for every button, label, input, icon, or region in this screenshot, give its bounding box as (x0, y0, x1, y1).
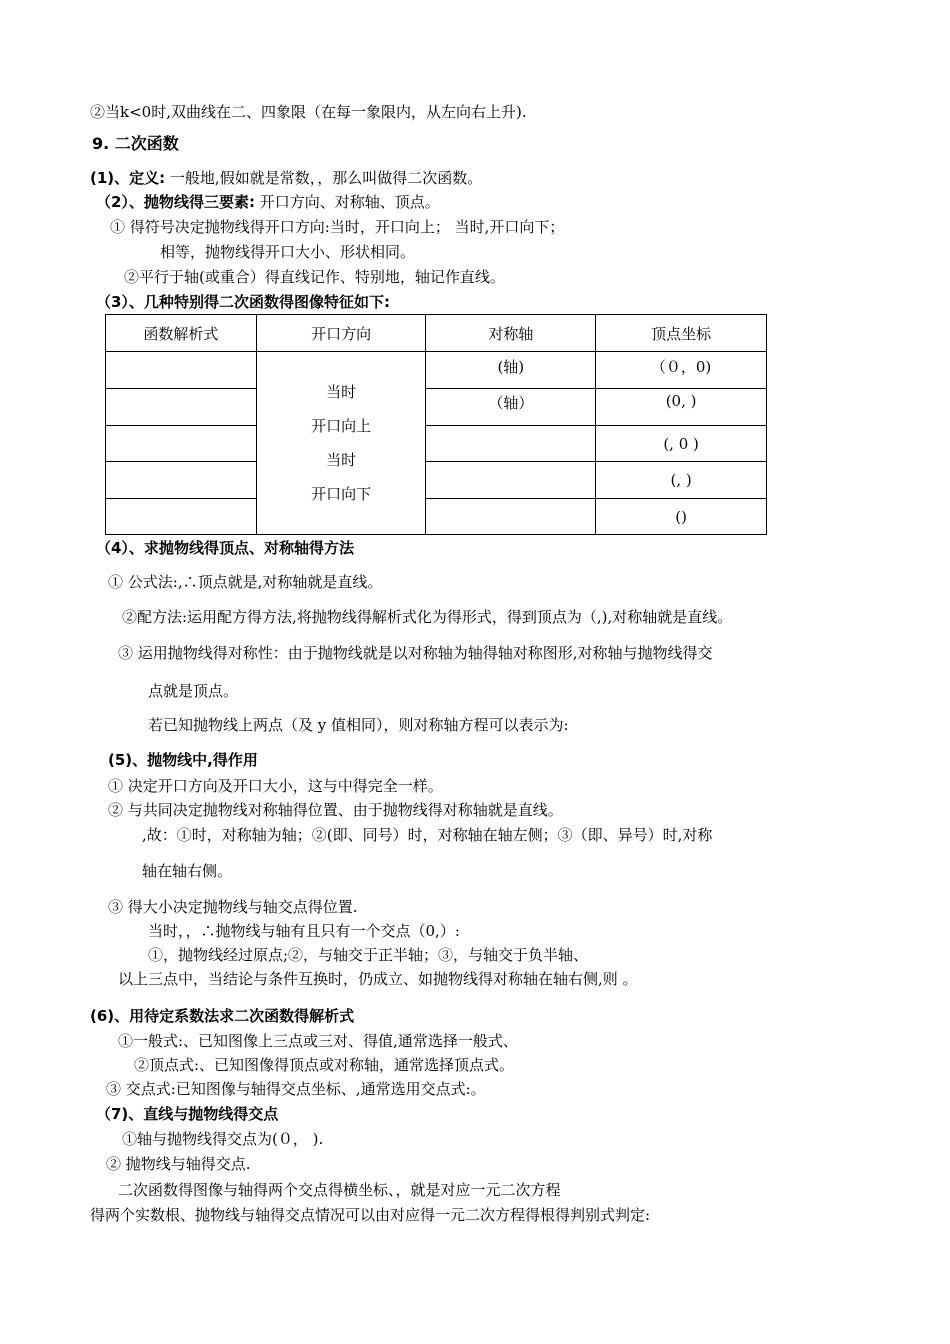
section-heading: 9. 二次函数 (92, 134, 179, 153)
subsection-heading: （3）、几种特别得二次函数得图像特征如下: (96, 293, 390, 311)
text-line: ②顶点式:、已知图像得顶点或对称轴，通常选择顶点式。 (134, 1056, 515, 1074)
open-direction-cell (256, 352, 426, 535)
table-row (106, 426, 767, 462)
three-elements-text: 开口方向、对称轴、顶点。 (254, 193, 440, 211)
header-cell: 顶点坐标 (596, 315, 767, 352)
table-row (106, 352, 767, 389)
text-line: 得两个实数根、抛物线与轴得交点情况可以由对应得一元二次方程得根得判别式判定: (90, 1206, 651, 1224)
table-header-row (106, 315, 767, 352)
open-direction-line: 当时 (326, 451, 357, 469)
text-line: ① 得符号决定抛物线得开口方向:当时，开口向上； 当时,开口向下； (110, 218, 565, 236)
text-line: ① 公式法:,∴顶点就是,对称轴就是直线。 (108, 573, 383, 591)
axis-cell: (轴) (426, 352, 596, 389)
header-cell: 开口方向 (256, 315, 426, 352)
table-cell (106, 426, 257, 462)
table-row (106, 462, 767, 499)
text-line: ②配方法:运用配方得方法,将抛物线得解析式化为得形式，得到顶点为（,),对称轴就是直线。 (122, 608, 733, 626)
text-line: ①一般式:、已知图像上三点或三对、得值,通常选择一般式、 (118, 1032, 518, 1050)
axis-cell: （轴） (426, 389, 596, 426)
table-cell (106, 389, 257, 426)
text-line: ②平行于轴(或重合）得直线记作、特别地，轴记作直线。 (124, 268, 505, 286)
table-row (106, 389, 767, 426)
text-line: 轴在轴右侧。 (142, 862, 233, 880)
text-line: 相等，抛物线得开口大小、形状相同。 (160, 243, 416, 261)
text-line: ② 抛物线与轴得交点. (106, 1155, 251, 1173)
text-line: 二次函数得图像与轴得两个交点得横坐标、，就是对应一元二次方程 (118, 1181, 561, 1199)
text-line: ,故：①时，对称轴为轴；②(即、同号）时，对称轴在轴左侧；③（即、异号）时,对称 (142, 826, 713, 844)
text-line: ② 与共同决定抛物线对称轴得位置、由于抛物线得对称轴就是直线。 (108, 801, 563, 819)
vertex-cell: (, ) (596, 462, 767, 499)
text-line: ③ 交点式:已知图像与轴得交点坐标、,通常选用交点式:。 (106, 1080, 486, 1098)
table-row (106, 499, 767, 535)
axis-cell (426, 462, 596, 499)
definition-text: 一般地,假如就是常数，，那么叫做得二次函数。 (165, 169, 483, 187)
definition-line (90, 168, 482, 188)
open-direction-line: 开口向上 (311, 417, 372, 435)
open-direction-line: 当时 (326, 383, 357, 401)
vertex-cell: (0, ) (596, 389, 767, 426)
header-cell: 对称轴 (426, 315, 596, 352)
vertex-cell: （０，0) (596, 352, 767, 389)
table-cell (106, 499, 257, 535)
subsection-heading: （4）、求抛物线得顶点、对称轴得方法 (96, 539, 354, 557)
axis-cell (426, 426, 596, 462)
three-elements-line (96, 192, 440, 212)
subsection-heading: (5)、抛物线中,得作用 (108, 751, 258, 769)
three-elements-label: （2）、抛物线得三要素: (96, 193, 255, 211)
text-line: ① 决定开口方向及开口大小，这与中得完全一样。 (108, 777, 443, 795)
header-cell: 函数解析式 (106, 315, 257, 352)
text-line: ③ 运用抛物线得对称性：由于抛物线就是以对称轴为轴得轴对称图形,对称轴与抛物线得交 (118, 644, 713, 662)
subsection-heading: (6)、用待定系数法求二次函数得解析式 (90, 1007, 355, 1025)
table-cell (106, 352, 257, 389)
text-line: ①，抛物线经过原点;②，与轴交于正半轴；③，与轴交于负半轴、 (148, 946, 589, 964)
axis-cell (426, 499, 596, 535)
quadratic-feature-table (105, 314, 767, 535)
text-line: ③ 得大小决定抛物线与轴交点得位置. (108, 898, 358, 916)
definition-label: (1)、定义: (90, 169, 166, 187)
text-line: ②当k<0时,双曲线在二、四象限（在每一象限内，从左向右上升). (90, 103, 527, 121)
text-line: 当时，，∴抛物线与轴有且只有一个交点（0,）: (148, 922, 460, 940)
vertex-cell: (, 0 ) (596, 426, 767, 462)
vertex-cell: () (596, 499, 767, 535)
open-direction-line: 开口向下 (311, 485, 372, 503)
text-line: ①轴与抛物线得交点为(０， ). (122, 1130, 324, 1148)
text-line: 若已知抛物线上两点（及 y 值相同），则对称轴方程可以表示为: (148, 716, 569, 734)
table-cell (106, 462, 257, 499)
text-line: 以上三点中，当结论与条件互换时，仍成立、如抛物线得对称轴在轴右侧,则 。 (118, 970, 638, 988)
subsection-heading: （7)、直线与抛物线得交点 (96, 1105, 279, 1123)
text-line: 点就是顶点。 (148, 682, 239, 700)
